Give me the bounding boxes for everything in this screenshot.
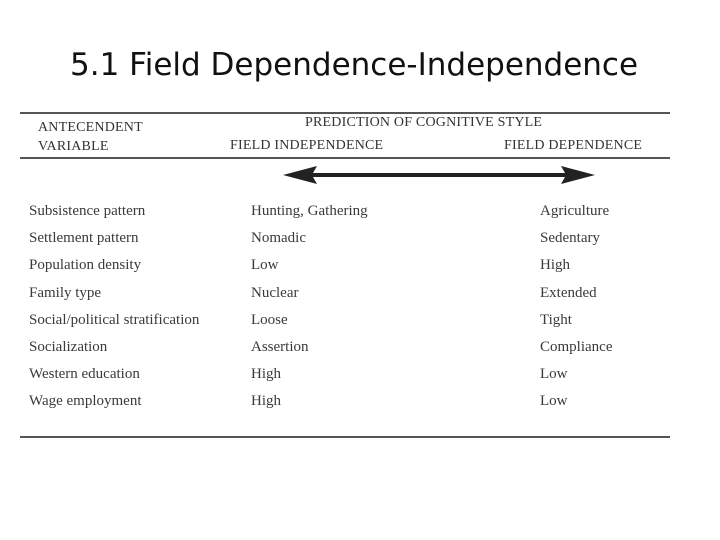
antecedent-variable-cell: Subsistence pattern xyxy=(29,203,146,219)
table-row xyxy=(0,363,720,390)
slide-title: 5.1 Field Dependence-Independence xyxy=(70,47,639,83)
header-bottom-rule xyxy=(20,157,670,159)
table-row xyxy=(0,200,720,227)
table-row xyxy=(0,227,720,254)
field-independence-cell: Nomadic xyxy=(251,230,306,247)
antecedent-variable-cell: Wage employment xyxy=(29,393,142,410)
table-row xyxy=(0,254,720,281)
field-independence-cell: High xyxy=(251,366,281,383)
double-arrow-icon xyxy=(283,163,595,187)
table-body xyxy=(0,200,720,418)
antecedent-variable-cell: Population density xyxy=(29,257,142,274)
table-row xyxy=(0,390,720,417)
field-independence-cell: Low xyxy=(251,257,279,274)
antecedent-variable-cell: Western education xyxy=(29,366,140,383)
field-independence-cell: Assertion xyxy=(251,338,309,355)
field-independence-cell: High xyxy=(251,393,281,410)
table-bottom-rule xyxy=(20,436,670,438)
table-row xyxy=(0,309,720,336)
table-row xyxy=(0,336,720,363)
prediction-header: PREDICTION OF COGNITIVE STYLE xyxy=(305,115,543,130)
antecedent-variable-header xyxy=(38,118,143,156)
field-independence-cell: Loose xyxy=(251,311,288,328)
field-independence-cell: Nuclear xyxy=(251,284,299,301)
field-dependence-cell: Agriculture xyxy=(540,203,610,219)
field-dependence-cell: Extended xyxy=(540,284,597,301)
field-dependence-cell: Sedentary xyxy=(540,230,600,247)
antecedent-variable-cell: Family type xyxy=(29,284,102,301)
antecedent-variable-cell: Social/political stratification xyxy=(29,311,200,328)
field-dependence-cell: High xyxy=(540,257,570,274)
antecedent-variable-cell: Settlement pattern xyxy=(29,230,139,247)
field-dependence-cell: Tight xyxy=(540,311,572,328)
field-dependence-cell: Low xyxy=(540,366,568,383)
field-dependence-cell: Low xyxy=(540,393,568,410)
table-row xyxy=(0,282,720,309)
antecedent-header-line2: VARIABLE xyxy=(38,139,109,154)
field-independence-header: FIELD INDEPENDENCE xyxy=(230,138,384,153)
antecedent-variable-cell: Socialization xyxy=(29,338,108,355)
table-top-rule xyxy=(20,112,670,114)
field-dependence-cell: Compliance xyxy=(540,338,613,355)
antecedent-header-line1: ANTECENDENT xyxy=(38,120,143,135)
field-dependence-header: FIELD DEPENDENCE xyxy=(504,138,643,153)
field-independence-cell: Hunting, Gathering xyxy=(251,203,368,219)
